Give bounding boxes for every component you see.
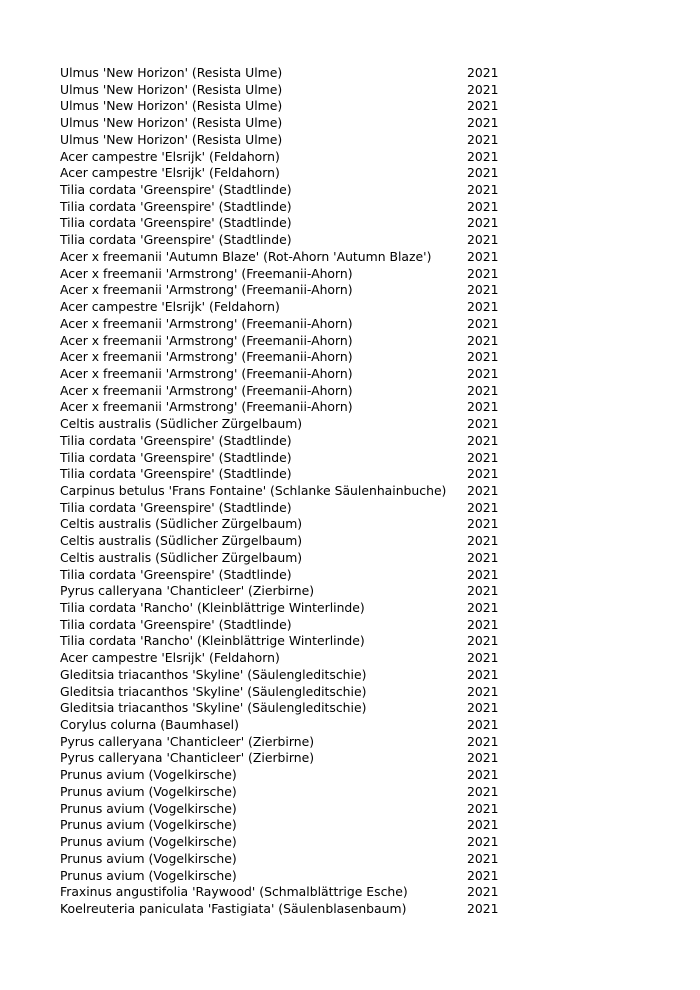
tree-species-name: Acer x freemanii 'Armstrong' (Freemanii-Ahorn) (60, 282, 353, 298)
table-row (60, 617, 520, 634)
planting-year: 2021 (467, 884, 499, 900)
planting-year: 2021 (467, 650, 499, 666)
table-row (60, 383, 520, 400)
planting-year: 2021 (467, 282, 499, 298)
table-row (60, 567, 520, 584)
planting-year: 2021 (467, 182, 499, 198)
planting-year: 2021 (467, 232, 499, 248)
planting-year: 2021 (467, 98, 499, 114)
planting-year: 2021 (467, 549, 499, 565)
tree-species-name: Prunus avium (Vogelkirsche) (60, 834, 237, 850)
table-row (60, 684, 520, 701)
table-row (60, 249, 520, 266)
tree-species-name: Pyrus calleryana 'Chanticleer' (Zierbirne) (60, 750, 315, 766)
planting-year: 2021 (467, 533, 499, 549)
tree-species-name: Ulmus 'New Horizon' (Resista Ulme) (60, 131, 283, 147)
planting-year: 2021 (467, 299, 499, 315)
tree-species-name: Tilia cordata 'Greenspire' (Stadtlinde) (60, 466, 292, 482)
table-row (60, 767, 520, 784)
table-row (60, 817, 520, 834)
tree-species-name: Tilia cordata 'Rancho' (Kleinblättrige Winterlinde) (60, 600, 365, 615)
table-row (60, 215, 520, 232)
table-row (60, 834, 520, 851)
tree-species-name: Corylus colurna (Baumhasel) (60, 717, 239, 733)
planting-year: 2021 (467, 131, 499, 147)
table-row (60, 282, 520, 299)
tree-species-name: Prunus avium (Vogelkirsche) (60, 767, 237, 783)
table-row (60, 700, 520, 717)
table-row (60, 717, 520, 734)
tree-species-name: Fraxinus angustifolia 'Raywood' (Schmalblättrige Esche) (60, 884, 408, 900)
table-row (60, 483, 520, 500)
planting-year: 2021 (467, 365, 499, 381)
table-row (60, 399, 520, 416)
tree-species-name: Acer x freemanii 'Armstrong' (Freemanii-Ahorn) (60, 382, 353, 398)
tree-species-name: Tilia cordata 'Greenspire' (Stadtlinde) (60, 198, 292, 214)
table-row (60, 416, 520, 433)
tree-species-name: Acer x freemanii 'Armstrong' (Freemanii-Ahorn) (60, 265, 353, 281)
tree-species-name: Acer x freemanii 'Armstrong' (Freemanii-Ahorn) (60, 399, 353, 415)
tree-species-name: Gleditsia triacanthos 'Skyline' (Säulengleditschie) (60, 666, 367, 682)
table-row (60, 633, 520, 650)
tree-species-name: Celtis australis (Südlicher Zürgelbaum) (60, 533, 303, 549)
table-row (60, 600, 520, 617)
tree-species-name: Prunus avium (Vogelkirsche) (60, 783, 237, 799)
table-row (60, 65, 520, 82)
tree-species-name: Acer campestre 'Elsrijk' (Feldahorn) (60, 650, 280, 666)
planting-year: 2021 (467, 867, 499, 883)
planting-year: 2021 (467, 566, 499, 582)
table-row (60, 132, 520, 149)
table-row (60, 299, 520, 316)
tree-species-name: Acer campestre 'Elsrijk' (Feldahorn) (60, 299, 280, 315)
planting-year: 2021 (467, 215, 499, 231)
tree-species-name: Acer x freemanii 'Armstrong' (Freemanii-Ahorn) (60, 315, 353, 331)
tree-species-name: Prunus avium (Vogelkirsche) (60, 800, 237, 816)
table-row (60, 650, 520, 667)
tree-species-name: Pyrus calleryana 'Chanticleer' (Zierbirne) (60, 733, 315, 749)
table-row (60, 750, 520, 767)
table-row (60, 232, 520, 249)
planting-year: 2021 (467, 800, 499, 816)
tree-species-name: Gleditsia triacanthos 'Skyline' (Säulengleditschie) (60, 683, 367, 699)
planting-year: 2021 (467, 466, 499, 482)
planting-year: 2021 (467, 115, 499, 131)
planting-year: 2021 (467, 900, 499, 916)
tree-species-name: Tilia cordata 'Greenspire' (Stadtlinde) (60, 449, 292, 465)
planting-year: 2021 (467, 717, 499, 733)
table-row (60, 516, 520, 533)
table-row (60, 366, 520, 383)
planting-year: 2021 (467, 482, 499, 498)
tree-list (60, 65, 520, 918)
tree-species-name: Acer campestre 'Elsrijk' (Feldahorn) (60, 165, 280, 181)
table-row (60, 149, 520, 166)
planting-year: 2021 (467, 850, 499, 866)
tree-species-name: Celtis australis (Südlicher Zürgelbaum) (60, 549, 303, 565)
tree-species-name: Tilia cordata 'Greenspire' (Stadtlinde) (60, 616, 292, 632)
tree-species-name: Acer x freemanii 'Armstrong' (Freemanii-Ahorn) (60, 365, 353, 381)
table-row (60, 115, 520, 132)
tree-species-name: Acer campestre 'Elsrijk' (Feldahorn) (60, 148, 280, 164)
tree-species-name: Pyrus calleryana 'Chanticleer' (Zierbirne) (60, 583, 315, 599)
tree-species-name: Celtis australis (Südlicher Zürgelbaum) (60, 516, 303, 532)
tree-species-name: Ulmus 'New Horizon' (Resista Ulme) (60, 98, 283, 114)
table-row (60, 801, 520, 818)
tree-species-name: Tilia cordata 'Greenspire' (Stadtlinde) (60, 232, 292, 248)
tree-species-name: Acer x freemanii 'Armstrong' (Freemanii-Ahorn) (60, 349, 353, 365)
table-row (60, 667, 520, 684)
table-row (60, 182, 520, 199)
planting-year: 2021 (467, 81, 499, 97)
table-row (60, 466, 520, 483)
planting-year: 2021 (467, 683, 499, 699)
planting-year: 2021 (467, 416, 499, 432)
planting-year: 2021 (467, 265, 499, 281)
table-row (60, 316, 520, 333)
tree-species-name: Prunus avium (Vogelkirsche) (60, 867, 237, 883)
table-row (60, 583, 520, 600)
table-row (60, 165, 520, 182)
tree-species-name: Gleditsia triacanthos 'Skyline' (Säulengleditschie) (60, 700, 367, 716)
planting-year: 2021 (467, 834, 499, 850)
planting-year: 2021 (467, 382, 499, 398)
tree-species-name: Celtis australis (Südlicher Zürgelbaum) (60, 416, 303, 432)
planting-year: 2021 (467, 633, 499, 649)
planting-year: 2021 (467, 499, 499, 515)
table-row (60, 266, 520, 283)
table-row (60, 333, 520, 350)
table-row (60, 851, 520, 868)
planting-year: 2021 (467, 733, 499, 749)
tree-species-name: Tilia cordata 'Greenspire' (Stadtlinde) (60, 215, 292, 231)
tree-species-name: Tilia cordata 'Greenspire' (Stadtlinde) (60, 432, 292, 448)
planting-year: 2021 (467, 616, 499, 632)
tree-species-name: Prunus avium (Vogelkirsche) (60, 850, 237, 866)
tree-species-name: Ulmus 'New Horizon' (Resista Ulme) (60, 65, 283, 80)
table-row (60, 868, 520, 885)
table-row (60, 550, 520, 567)
table-row (60, 199, 520, 216)
planting-year: 2021 (467, 65, 499, 80)
planting-year: 2021 (467, 198, 499, 214)
planting-year: 2021 (467, 449, 499, 465)
table-row (60, 82, 520, 99)
planting-year: 2021 (467, 583, 499, 599)
planting-year: 2021 (467, 666, 499, 682)
planting-year: 2021 (467, 783, 499, 799)
planting-year: 2021 (467, 700, 499, 716)
table-row (60, 450, 520, 467)
tree-species-name: Tilia cordata 'Rancho' (Kleinblättrige Winterlinde) (60, 633, 365, 649)
planting-year: 2021 (467, 349, 499, 365)
tree-species-name: Carpinus betulus 'Frans Fontaine' (Schlanke Säulenhainbuche) (60, 482, 447, 498)
table-row (60, 901, 520, 918)
planting-year: 2021 (467, 750, 499, 766)
tree-species-name: Acer x freemanii 'Autumn Blaze' (Rot-Ahorn 'Autumn Blaze') (60, 248, 432, 264)
tree-species-name: Tilia cordata 'Greenspire' (Stadtlinde) (60, 566, 292, 582)
planting-year: 2021 (467, 399, 499, 415)
tree-species-name: Koelreuteria paniculata 'Fastigiata' (Säulenblasenbaum) (60, 900, 407, 916)
tree-species-name: Prunus avium (Vogelkirsche) (60, 817, 237, 833)
planting-year: 2021 (467, 315, 499, 331)
tree-species-name: Acer x freemanii 'Armstrong' (Freemanii-Ahorn) (60, 332, 353, 348)
planting-year: 2021 (467, 432, 499, 448)
tree-species-name: Tilia cordata 'Greenspire' (Stadtlinde) (60, 499, 292, 515)
tree-species-name: Ulmus 'New Horizon' (Resista Ulme) (60, 115, 283, 131)
planting-year: 2021 (467, 148, 499, 164)
planting-year: 2021 (467, 767, 499, 783)
table-row (60, 500, 520, 517)
table-row (60, 433, 520, 450)
table-row (60, 533, 520, 550)
planting-year: 2021 (467, 248, 499, 264)
planting-year: 2021 (467, 817, 499, 833)
planting-year: 2021 (467, 516, 499, 532)
table-row (60, 734, 520, 751)
tree-species-name: Tilia cordata 'Greenspire' (Stadtlinde) (60, 182, 292, 198)
table-row (60, 884, 520, 901)
planting-year: 2021 (467, 332, 499, 348)
table-row (60, 98, 520, 115)
table-row (60, 349, 520, 366)
table-row (60, 784, 520, 801)
tree-species-name: Ulmus 'New Horizon' (Resista Ulme) (60, 81, 283, 97)
planting-year: 2021 (467, 600, 499, 615)
planting-year: 2021 (467, 165, 499, 181)
